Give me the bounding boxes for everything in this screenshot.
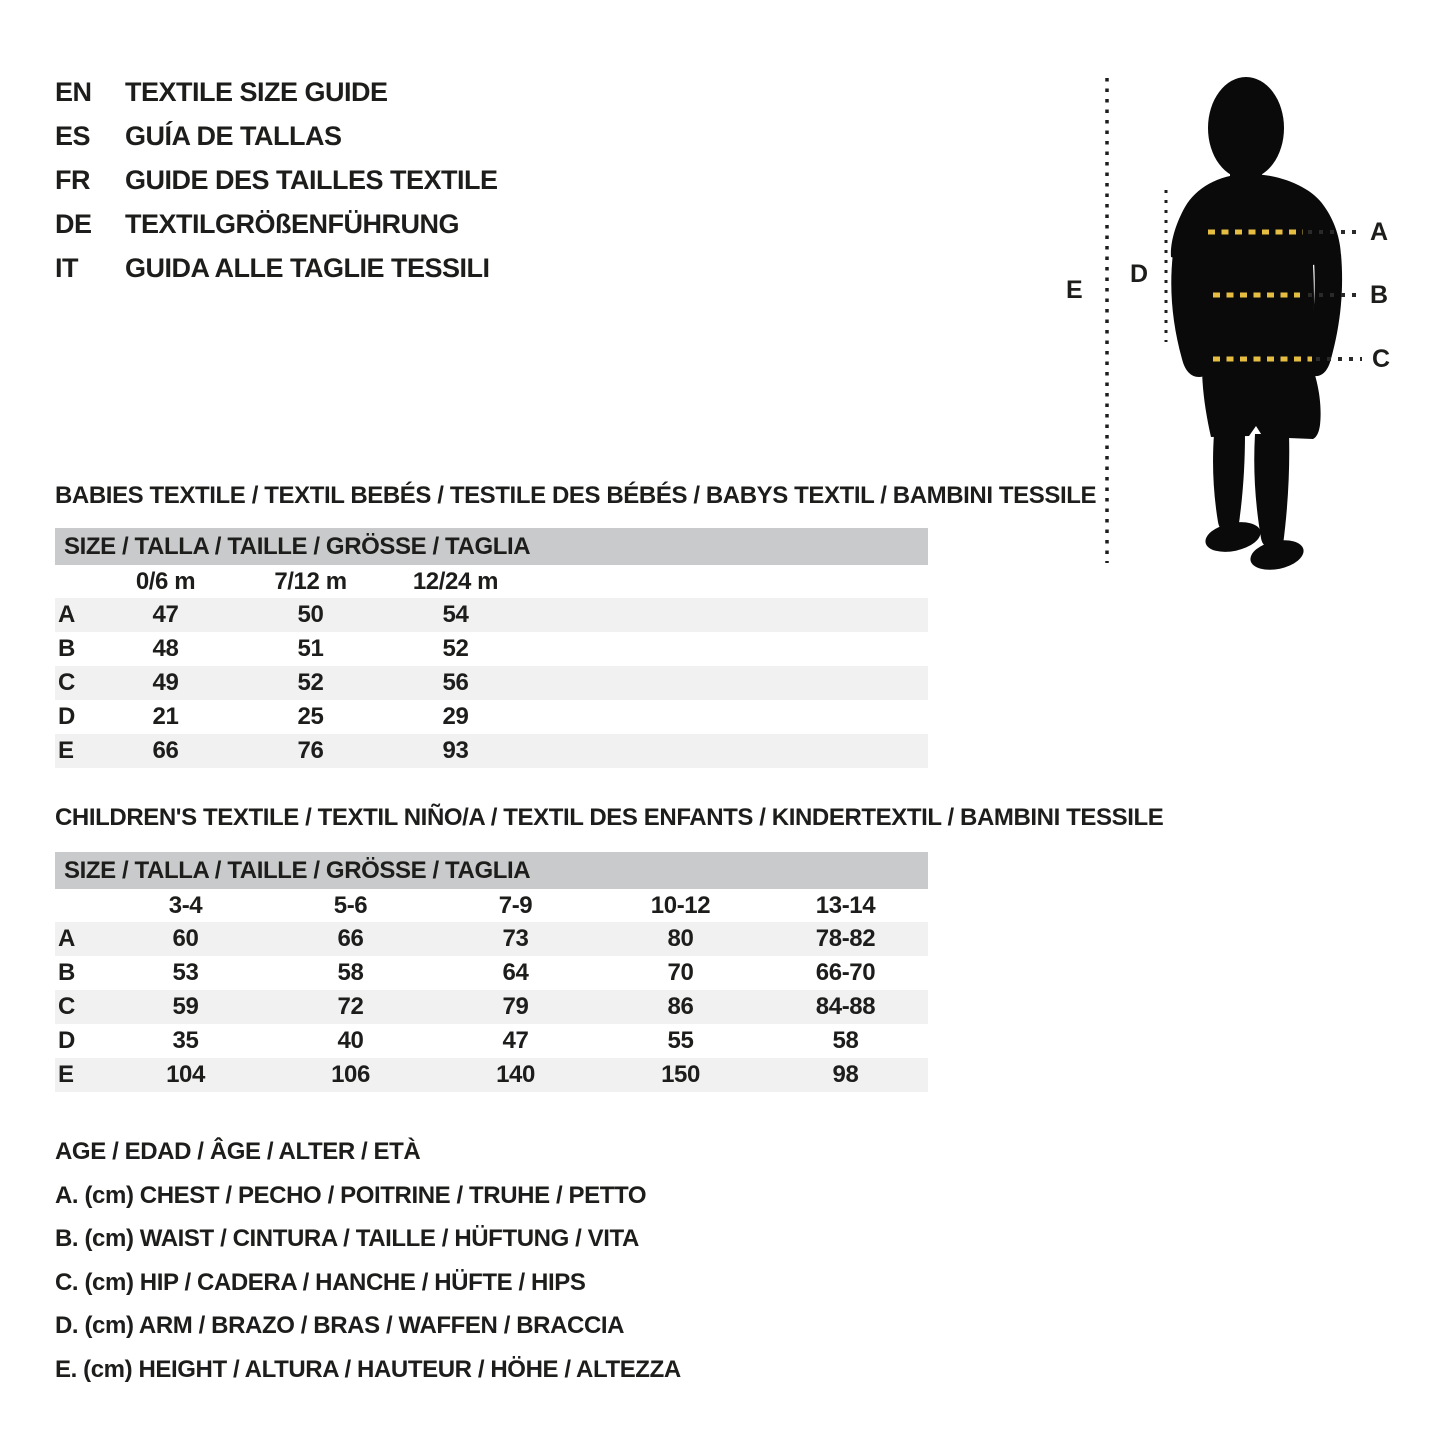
table-row xyxy=(55,1058,928,1092)
children-section-title: CHILDREN'S TEXTILE / TEXTIL NIÑO/A / TEXTIL DES ENFANTS / KINDERTEXTIL / BAMBINI TESSILE xyxy=(55,804,1164,831)
cell: 35 xyxy=(172,1027,199,1054)
children-size-header-bar: SIZE / TALLA / TAILLE / GRÖSSE / TAGLIA xyxy=(55,852,928,889)
table-row xyxy=(55,666,928,700)
lang-code: FR xyxy=(55,164,90,195)
row-label: A xyxy=(58,925,75,952)
lang-title: GUIDE DES TAILLES TEXTILE xyxy=(125,164,498,195)
cell: 80 xyxy=(667,925,694,952)
table-row xyxy=(55,922,928,956)
children-column-header-row xyxy=(55,889,928,922)
lang-code: ES xyxy=(55,120,91,151)
lang-row-fr xyxy=(55,158,498,202)
column-header: 10-12 xyxy=(650,891,711,919)
table-row xyxy=(55,700,928,734)
lang-title: TEXTILGRÖßENFÜHRUNG xyxy=(125,208,459,239)
column-header: 0/6 m xyxy=(135,567,196,595)
table-row xyxy=(55,734,928,768)
row-label: B xyxy=(58,959,75,986)
cell: 40 xyxy=(337,1027,364,1054)
babies-size-table xyxy=(55,528,928,768)
column-header: 12/24 m xyxy=(412,567,499,595)
column-header: 7-9 xyxy=(498,891,533,919)
cell: 64 xyxy=(502,959,529,986)
cell: 25 xyxy=(297,703,324,730)
lang-row-it xyxy=(55,246,498,290)
cell: 106 xyxy=(331,1061,370,1088)
cell: 140 xyxy=(496,1061,535,1088)
cell: 104 xyxy=(166,1061,205,1088)
cell: 58 xyxy=(832,1027,859,1054)
row-label: E xyxy=(58,1061,74,1088)
table-row xyxy=(55,956,928,990)
figure-label-arm: D xyxy=(1130,260,1149,288)
column-header: 7/12 m xyxy=(274,567,347,595)
lang-code: DE xyxy=(55,208,92,239)
legend-line-chest: A. (cm) CHEST / PECHO / POITRINE / TRUHE / PETTO xyxy=(55,1181,647,1209)
figure-label-height: E xyxy=(1066,276,1083,304)
figure-label-waist: B xyxy=(1370,281,1389,309)
measurement-figure xyxy=(1050,60,1445,590)
cell: 66 xyxy=(152,737,179,764)
lang-row-de xyxy=(55,202,498,246)
figure-label-chest: A xyxy=(1370,218,1389,246)
column-header: 3-4 xyxy=(168,891,203,919)
cell: 48 xyxy=(152,635,179,662)
cell: 84-88 xyxy=(815,993,876,1020)
cell: 78-82 xyxy=(815,925,876,952)
cell: 150 xyxy=(661,1061,700,1088)
column-header: 13-14 xyxy=(815,891,876,919)
babies-size-header-bar: SIZE / TALLA / TAILLE / GRÖSSE / TAGLIA xyxy=(55,528,928,565)
cell: 76 xyxy=(297,737,324,764)
legend-line-height: E. (cm) HEIGHT / ALTURA / HAUTEUR / HÖHE / ALTEZZA xyxy=(55,1355,681,1383)
table-row xyxy=(55,598,928,632)
cell: 70 xyxy=(667,959,694,986)
legend-line-hip: C. (cm) HIP / CADERA / HANCHE / HÜFTE / HIPS xyxy=(55,1268,586,1296)
cell: 29 xyxy=(442,703,469,730)
cell: 59 xyxy=(172,993,199,1020)
cell: 56 xyxy=(442,669,469,696)
child-silhouette-icon xyxy=(1050,60,1445,590)
cell: 50 xyxy=(297,601,324,628)
cell: 53 xyxy=(172,959,199,986)
row-label: E xyxy=(58,737,74,764)
cell: 55 xyxy=(667,1027,694,1054)
cell: 86 xyxy=(667,993,694,1020)
table-row xyxy=(55,632,928,666)
cell: 72 xyxy=(337,993,364,1020)
cell: 73 xyxy=(502,925,529,952)
lang-title: TEXTILE SIZE GUIDE xyxy=(125,76,388,107)
cell: 66 xyxy=(337,925,364,952)
table-row xyxy=(55,1024,928,1058)
row-label: B xyxy=(58,635,75,662)
figure-label-hip: C xyxy=(1372,345,1391,373)
babies-column-header-row xyxy=(55,565,928,598)
lang-title: GUIDA ALLE TAGLIE TESSILI xyxy=(125,252,490,283)
row-label: C xyxy=(58,669,75,696)
cell: 60 xyxy=(172,925,199,952)
cell: 98 xyxy=(832,1061,859,1088)
lang-code: IT xyxy=(55,252,78,283)
cell: 79 xyxy=(502,993,529,1020)
legend-line-arm: D. (cm) ARM / BRAZO / BRAS / WAFFEN / BRACCIA xyxy=(55,1312,625,1339)
table-row xyxy=(55,990,928,1024)
cell: 52 xyxy=(442,635,469,662)
lang-title: GUÍA DE TALLAS xyxy=(125,120,342,151)
cell: 47 xyxy=(152,601,179,628)
cell: 49 xyxy=(152,669,179,696)
column-header: 5-6 xyxy=(333,891,368,919)
cell: 51 xyxy=(297,635,324,662)
legend-line-age: AGE / EDAD / ÂGE / ALTER / ETÀ xyxy=(55,1138,421,1165)
lang-row-en xyxy=(55,70,498,114)
lang-code: EN xyxy=(55,76,92,107)
row-label: C xyxy=(58,993,75,1020)
row-label: D xyxy=(58,1027,75,1054)
cell: 93 xyxy=(442,737,469,764)
lang-row-es xyxy=(55,114,498,158)
measurement-legend xyxy=(55,1130,681,1391)
babies-section-title: BABIES TEXTILE / TEXTIL BEBÉS / TESTILE DES BÉBÉS / BABYS TEXTIL / BAMBINI TESSILE xyxy=(55,482,1097,509)
cell: 47 xyxy=(502,1027,529,1054)
children-size-table xyxy=(55,852,928,1092)
cell: 58 xyxy=(337,959,364,986)
language-header xyxy=(55,70,498,290)
cell: 52 xyxy=(297,669,324,696)
row-label: D xyxy=(58,703,75,730)
cell: 21 xyxy=(152,703,179,730)
row-label: A xyxy=(58,601,75,628)
cell: 54 xyxy=(442,601,469,628)
cell: 66-70 xyxy=(815,959,876,986)
legend-line-waist: B. (cm) WAIST / CINTURA / TAILLE / HÜFTUNG / VITA xyxy=(55,1225,639,1252)
